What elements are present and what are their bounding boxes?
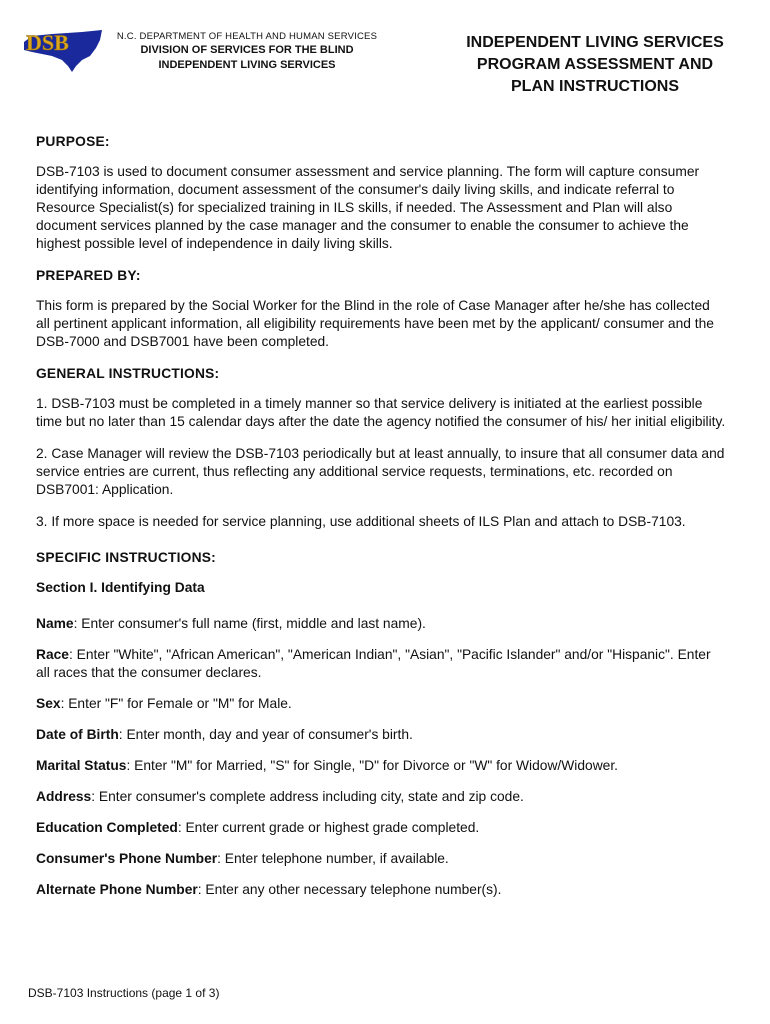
program-name: INDEPENDENT LIVING SERVICES	[158, 59, 336, 71]
prepared-by-text: This form is prepared by the Social Worker for the Blind in the role of Case Manager after he/she has collected all pertinent applicant information, all eligibility requirements have been met by the applicant/ consumer and the DSB-7000 and DSB7001 have been completed.	[36, 298, 714, 349]
purpose-heading: PURPOSE:	[36, 134, 110, 149]
dsb-logo	[22, 26, 104, 72]
general-instruction-item: 3. If more space is needed for service planning, use additional sheets of ILS Plan and attach to DSB-7103.	[36, 514, 686, 529]
general-instruction-item: 2. Case Manager will review the DSB-7103 periodically but at least annually, to insure that all consumer data and service entries are current, thus reflecting any additional service requests, terminations, etc. recorded on DSB7001: Application.	[36, 446, 725, 497]
field-instruction-alternate-phone: Alternate Phone Number: Enter any other necessary telephone number(s).	[36, 882, 502, 897]
field-instruction-date-of-birth: Date of Birth: Enter month, day and year of consumer's birth.	[36, 727, 413, 742]
document-title	[440, 32, 750, 98]
prepared-by-heading: PREPARED BY:	[36, 268, 141, 283]
field-instruction-marital-status: Marital Status: Enter "M" for Married, "S" for Single, "D" for Divorce or "W" for Widow/Widower.	[36, 758, 618, 773]
page-footer: DSB-7103 Instructions (page 1 of 3)	[28, 986, 220, 1000]
field-instruction-education: Education Completed: Enter current grade or highest grade completed.	[36, 820, 480, 835]
field-instruction-sex: Sex: Enter "F" for Female or "M" for Male.	[36, 696, 292, 711]
section-title: Section I. Identifying Data	[36, 580, 205, 595]
field-instruction-race: Race: Enter "White", "African American", "American Indian", "Asian", "Pacific Islander" and/or "Hispanic". Enter all races that the consumer declares.	[36, 647, 711, 680]
page-header	[0, 0, 770, 110]
field-instruction-name: Name: Enter consumer's full name (first, middle and last name).	[36, 616, 426, 631]
title-line-2: PROGRAM ASSESSMENT AND	[476, 56, 714, 73]
specific-instructions-heading: SPECIFIC INSTRUCTIONS:	[36, 550, 216, 565]
agency-block	[102, 30, 392, 73]
purpose-text: DSB-7103 is used to document consumer assessment and service planning. The form will capture consumer identifying information, document assessment of the consumer's daily living skills, and indicate referral to Resource Specialist(s) for specialized training in ILS skills, if needed. The Assessment and Plan will also document services planned by the case manager and the consumer to enable the consumer to achieve the highest possible level of independence in daily living skills.	[36, 164, 700, 251]
field-instruction-consumer-phone: Consumer's Phone Number: Enter telephone number, if available.	[36, 851, 449, 866]
field-instruction-address: Address: Enter consumer's complete address including city, state and zip code.	[36, 789, 524, 804]
title-line-1: INDEPENDENT LIVING SERVICES	[466, 34, 724, 51]
logo-text: DSB	[26, 30, 69, 55]
division-name: DIVISION OF SERVICES FOR THE BLIND	[140, 44, 354, 56]
general-instructions-heading: GENERAL INSTRUCTIONS:	[36, 366, 220, 381]
title-line-3: PLAN INSTRUCTIONS	[511, 78, 679, 95]
department-name: N.C. DEPARTMENT OF HEALTH AND HUMAN SERVICES	[116, 31, 378, 42]
general-instruction-item: 1. DSB-7103 must be completed in a timely manner so that service delivery is initiated at the earliest possible time but no later than 15 calendar days after the date the agency notified the consumer of his/ her initial eligibility.	[36, 396, 726, 429]
document-body	[36, 133, 726, 912]
